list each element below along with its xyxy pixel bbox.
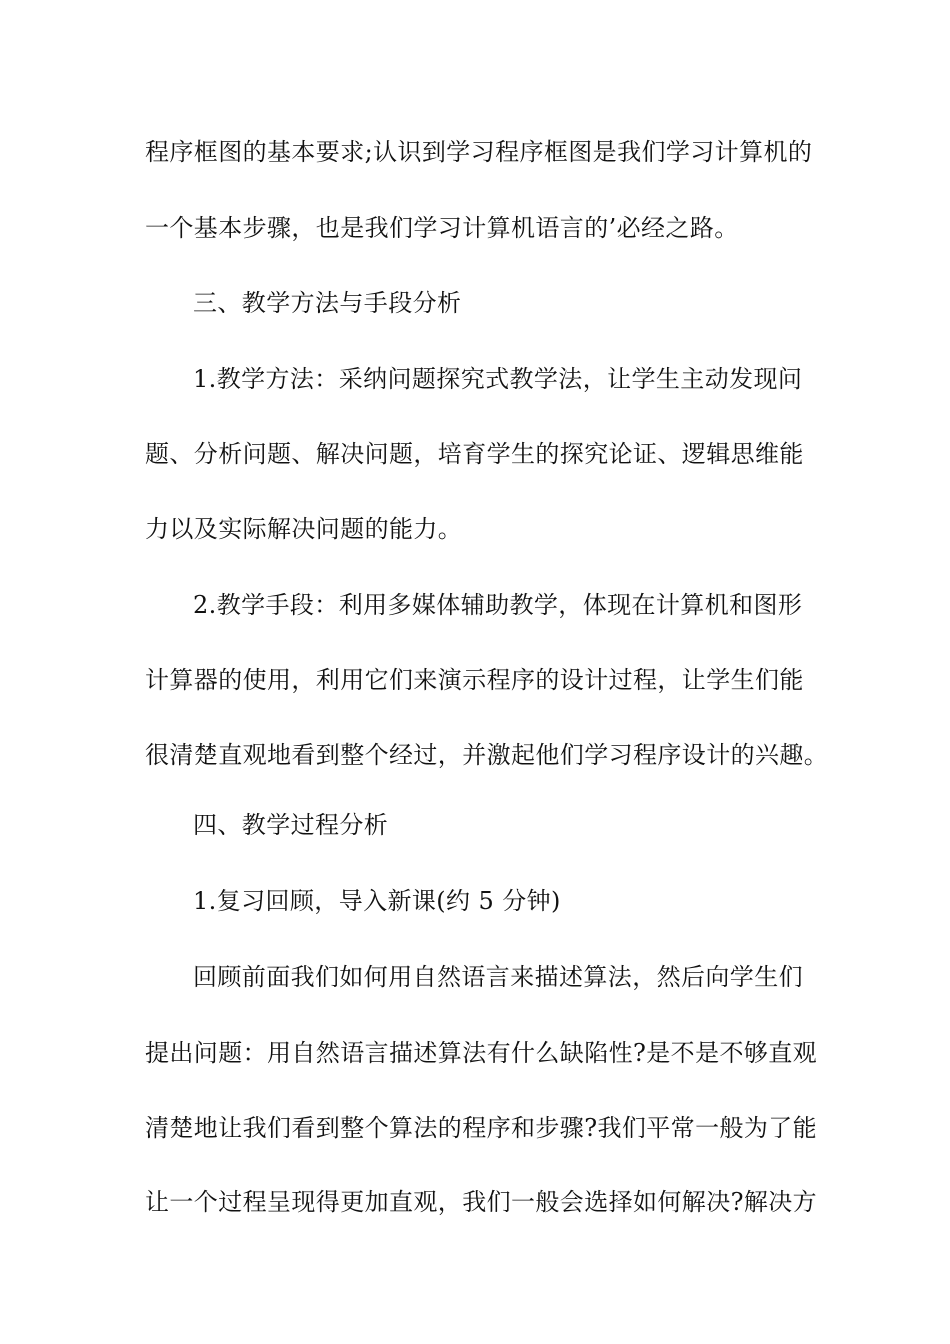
text-line: 1.教学方法：采纳问题探究式教学法，让学生主动发现问 — [193, 365, 803, 393]
text-line: 提出问题：用自然语言描述算法有什么缺陷性?是不是不够直观 — [145, 1039, 818, 1067]
text-line: 程序框图的基本要求;认识到学习程序框图是我们学习计算机的 — [145, 138, 813, 166]
text-line: 题、分析问题、解决问题，培育学生的探究论证、逻辑思维能 — [145, 440, 804, 468]
text-line: 力以及实际解决问题的能力。 — [145, 515, 463, 543]
section-heading: 三、教学方法与手段分析 — [193, 289, 462, 317]
text-line: 清楚地让我们看到整个算法的程序和步骤?我们平常一般为了能 — [145, 1114, 818, 1142]
text-line: 让一个过程呈现得更加直观，我们一般会选择如何解决?解决方 — [145, 1188, 818, 1216]
section-heading: 四、教学过程分析 — [193, 811, 389, 839]
text-line: 2.教学手段：利用多媒体辅助教学，体现在计算机和图形 — [193, 591, 803, 619]
text-line: 回顾前面我们如何用自然语言来描述算法，然后向学生们 — [193, 963, 803, 991]
text-line: 很清楚直观地看到整个经过，并激起他们学习程序设计的兴趣。 — [145, 741, 829, 769]
text-line: 一个基本步骤，也是我们学习计算机语言的’必经之路。 — [145, 214, 739, 242]
text-line: 计算器的使用，利用它们来演示程序的设计过程，让学生们能 — [145, 666, 804, 694]
text-line: 1.复习回顾，导入新课(约 5 分钟) — [193, 887, 561, 915]
